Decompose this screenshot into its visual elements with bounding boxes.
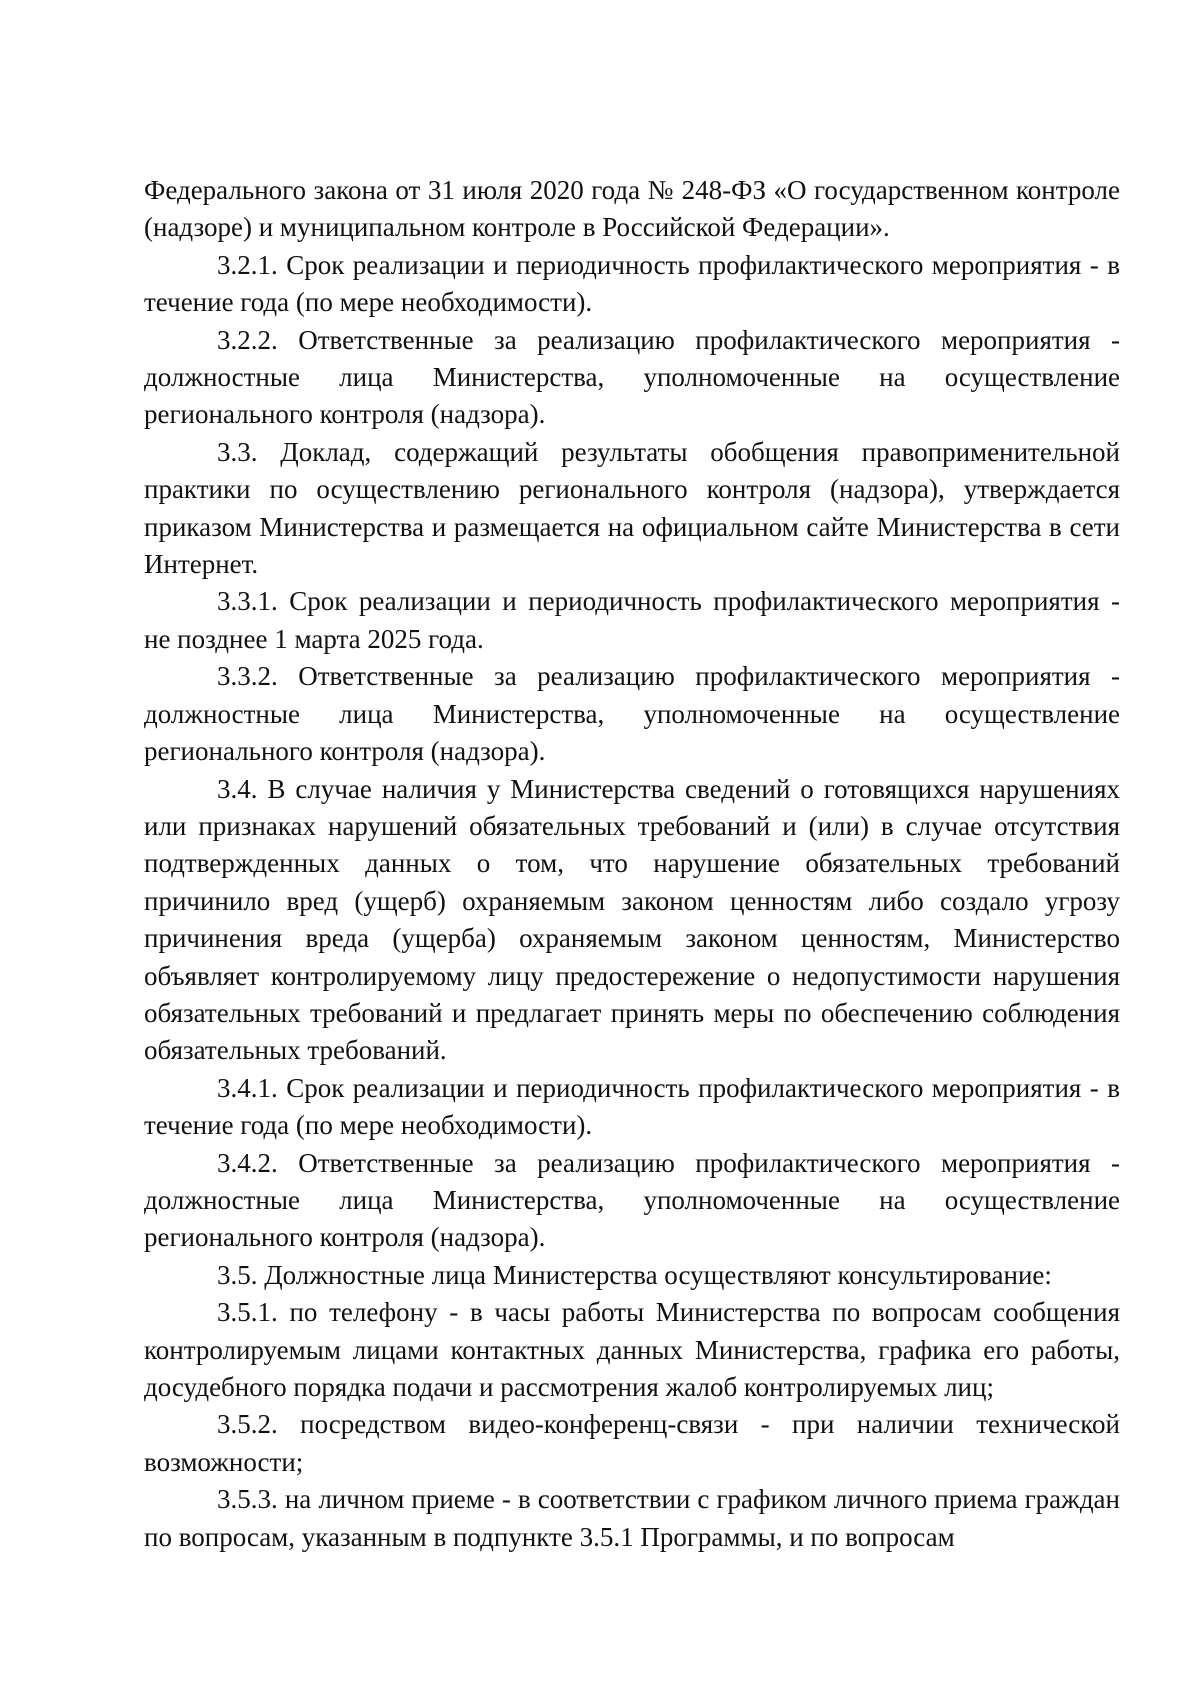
paragraph-3-5-1: 3.5.1. по телефону - в часы работы Министерства по вопросам сообщения контролируемым лицами контактных данных Министерства, графика его работы, досудебного порядка подачи и рассмотрения жалоб контролируемых лиц; xyxy=(144,1297,1120,1402)
document-page xyxy=(144,172,1120,1556)
paragraph-3-3-2: 3.3.2. Ответственные за реализацию профилактического мероприятия - должностные лица Министерства, уполномоченные на осуществление регионального контроля (надзора). xyxy=(144,661,1120,767)
paragraph-continuation: Федерального закона от 31 июля 2020 года № 248-ФЗ «О государственном контроле (надзоре) и муниципальном контроле в Российской Федерации». xyxy=(144,175,1120,243)
paragraph-3-3-1: 3.3.1. Срок реализации и периодичность профилактического мероприятия - не позднее 1 марта 2025 года. xyxy=(144,586,1120,654)
paragraph-3-2-2: 3.2.2. Ответственные за реализацию профилактического мероприятия - должностные лица Министерства, уполномоченные на осуществление регионального контроля (надзора). xyxy=(144,324,1120,430)
paragraph-3-3: 3.3. Доклад, содержащий результаты обобщения правоприменительной практики по осуществлению регионального контроля (надзора), утверждается приказом Министерства и размещается на официальном сайте Министерства в сети Интернет. xyxy=(144,436,1120,580)
paragraph-3-4: 3.4. В случае наличия у Министерства сведений о готовящихся нарушениях или признаках нарушений обязательных требований и (или) в случае отсутствия подтвержденных данных о том, что нарушение обязательных требований причинило вред (ущерб) охраняемым законом ценностям либо создало угрозу причинения вреда (ущерба) охраняемым законом ценностям, Министерство объявляет контролируемому лицу предостережение о недопустимости нарушения обязательных требований и предлагает принять меры по обеспечению соблюдения обязательных требований. xyxy=(144,773,1120,1066)
paragraph-3-5: 3.5. Должностные лица Министерства осуществляют консультирование: xyxy=(217,1259,1052,1290)
paragraph-3-5-2: 3.5.2. посредством видео-конференц-связи - при наличии технической возможности; xyxy=(144,1409,1120,1477)
paragraph-3-5-3: 3.5.3. на личном приеме - в соответствии с графиком личного приема граждан по вопросам, указанным в подпункте 3.5.1 Программы, и по вопросам xyxy=(144,1484,1120,1552)
paragraph-3-4-2: 3.4.2. Ответственные за реализацию профилактического мероприятия - должностные лица Министерства, уполномоченные на осуществление регионального контроля (надзора). xyxy=(144,1147,1120,1253)
paragraph-3-2-1: 3.2.1. Срок реализации и периодичность профилактического мероприятия - в течение года (по мере необходимости). xyxy=(144,249,1120,318)
paragraph-3-4-1: 3.4.1. Срок реализации и периодичность профилактического мероприятия - в течение года (по мере необходимости). xyxy=(144,1072,1120,1141)
